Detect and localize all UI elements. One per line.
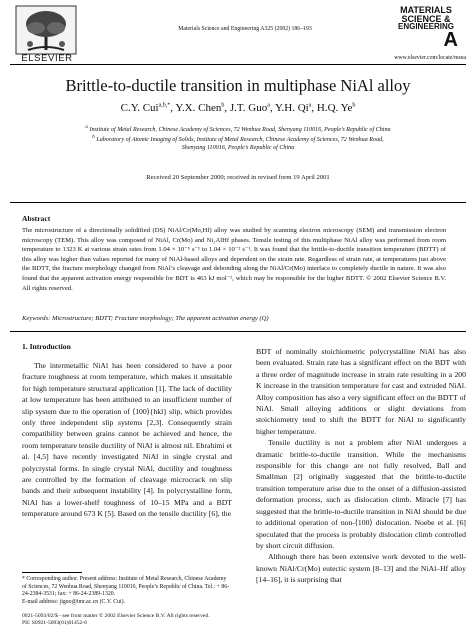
brand-line: MATERIALS	[400, 5, 452, 15]
author-sup: b	[352, 102, 356, 109]
paragraph: Although there has been extensive work devoted to the well-known NiAl/Cr(Mo) eutectic system [8–13] and the NiAl–Hf alloy [14–16], it is surprising that	[256, 552, 466, 585]
abstract-heading: Abstract	[22, 214, 51, 223]
author-sup: a	[267, 102, 270, 109]
copyright-line: 0921-5093/02/$ - see front matter © 2002 Elsevier Science B.V. All rights reserved.	[22, 613, 210, 619]
elsevier-tree-logo	[14, 4, 78, 56]
journal-reference: Materials Science and Engineering A325 (2002) 186–193	[178, 26, 312, 32]
affiliation-a	[20, 124, 456, 134]
right-column	[256, 346, 466, 586]
journal-brand	[388, 6, 464, 32]
author-name: C.Y. Cui	[120, 102, 159, 114]
affiliation-b	[20, 134, 456, 152]
brand-line: ENGINEERING	[397, 22, 454, 31]
affiliation-marker: a	[85, 125, 88, 130]
author-sup: a,b,*	[158, 102, 171, 109]
publisher-name: ELSEVIER	[21, 53, 73, 64]
journal-brand-letter: A	[443, 29, 458, 51]
affiliation-marker: b	[92, 135, 95, 140]
abstract-top-rule	[10, 202, 466, 203]
author-separator: ,	[269, 102, 275, 114]
journal-url[interactable]: www.elsevier.com/locate/msea	[394, 55, 466, 61]
author	[275, 102, 317, 114]
keywords: Keywords: Microstructure; BDTT; Fracture morphology; The apparent activation energy (Q)	[22, 315, 269, 322]
author-sup: a	[308, 102, 312, 109]
brand-line: SCIENCE &	[401, 13, 451, 24]
author	[121, 102, 176, 114]
author	[230, 102, 275, 114]
footnote-email[interactable]: E-mail address: jiguo@imr.ac.cn (C.Y. Cui).	[22, 598, 125, 605]
author-separator: ,	[170, 102, 176, 114]
author-name: J.T. Guo	[229, 102, 268, 114]
author-name: Y.X. Chen	[175, 102, 222, 114]
author	[175, 102, 229, 114]
author	[317, 102, 355, 114]
author-separator: ,	[311, 102, 317, 114]
received-dates: Received 20 September 2000; received in revised form 19 April 2001	[146, 174, 330, 181]
footnote-rule	[22, 572, 82, 573]
article-title: Brittle-to-ductile transition in multiphase NiAl alloy	[65, 76, 411, 95]
abstract-text: The microstructure of a directionally solidified (DS) NiAl/Cr(Mo,Hf) alloy was studied by scanning electron microscopy (SEM) and transmission electron microscopy (TEM). This alloy was composed of NiAl, Cr(Mo) and Ni₂AlHf phases. Tensile testing of this multiphase NiAl alloy was performed from room temperature to 1323 K at various strain rates from 1.04 × 10⁻⁵ s⁻¹ to 1.04 × 10⁻² s⁻¹. It was found that the brittle-to-ductile transition temperature (BDTT) of this alloy was higher than values reported for many of NiAl-based alloys and dependent on the strain rate. Regardless of strain rate, at temperatures just above the BDTT, the fracture morphology changed from NiAl’s cleavage and debonding along the NiAl/Cr(Mo) interface to completely ductile in nature. It was also found that the apparent activation energy responsible for BDT is 463 kJ mol⁻¹, which may be responsible for the higher BDTT. © 2002 Elsevier Science B.V. All rights reserved.	[22, 227, 446, 292]
author-list	[10, 102, 466, 114]
section-heading: 1. Introduction	[22, 342, 71, 351]
affiliation-text: Shenyang 110016, People’s Republic of China	[181, 145, 295, 152]
header-rule	[10, 64, 466, 65]
pii-line: PII: S0921-5093(01)01452-6	[22, 620, 88, 627]
left-column	[22, 360, 232, 520]
author-name: Y.H. Qi	[275, 102, 309, 114]
article-ids	[22, 613, 322, 627]
abstract-bottom-rule	[10, 331, 466, 332]
paragraph: Tensile ductility is not a problem after NiAl undergoes a dramatic brittle-to-ductile transition. While the mechanisms responsible for this change are not fully resolved, Ball and Smallman [2] originally suggested that the brittle-to-ductile transition temperature arise due to the onset of a diffusion-assisted deformation process, such as dislocation climb. Miracle [7] has suggested that the brittle-to-ductile transition in NiAl should be due to additional operation of non-⟨100⟩ dislocation. Noebe et al. [6] speculated that the process is probably dislocation climb controlled by short circuit diffusion.	[256, 438, 466, 550]
affiliation-text: Laboratory of Atomic Imaging of Solids, Institute of Metal Research, Chinese Academy of Sciences, 72 Wenhua Road,	[96, 137, 384, 144]
paragraph: The intermetallic NiAl has been considered to have a poor fracture toughness at room temperature, which makes it unsuitable for high temperature structural application [1]. The lack of ductility at low temperature has been attributed to an insufficient number of slip system due to the operation of ⟨100⟩{hkl} slip, which provides only three independent slip systems [2,3]. Consequently strain compatibility between grains cannot be achieved and hence, the room temperature tensile ductility of NiAl is almost nil. Ebrahimi et al. [4,5] have recently investigated NiAl in single crystal and polycrystal forms. In single crystal NiAl, ductility and toughness are controlled by the formation of cleavage microcrack on slip bands and their subsequent instability [4]. In polycrystalline form, NiAl has a lower-shelf toughness of 10–15 MPa and a BDT temperature around 673 K [5]. Based on the tensile ductility [6], the	[22, 361, 232, 519]
author-name: H.Q. Ye	[316, 102, 353, 114]
author-separator: ,	[224, 102, 230, 114]
affiliation-text: Institute of Metal Research, Chinese Academy of Sciences, 72 Wenhua Road, Shenyang 110016, People’s Republic of China	[89, 127, 391, 134]
footnote	[22, 576, 232, 606]
paragraph: BDT of nominally stoichiometric polycrystalline NiAl has also been evaluated. Strain rate has a significant effect on the BDT with a three order of magnitude increase in strain rate resulting in a 200 K increase in the transition temperature for cast and extruded NiAl. Alloy composition has also a very significant effect on the BDTT of NiAl. Small alloying additions or slight deviations from stoichiometry tend to shift the BDTT for NiAl to significantly higher temperature.	[256, 347, 466, 436]
footnote-text: * Corresponding author. Present address: Institute of Metal Research, Chinese Academy of Sciences, 72 Wenhua Road, Shenyang 110016, People’s Republic of China. Tel.: + 86-24-2384-3531; fax: + 86-24-2389-1320.	[22, 576, 230, 598]
author-sup: b	[221, 102, 225, 109]
